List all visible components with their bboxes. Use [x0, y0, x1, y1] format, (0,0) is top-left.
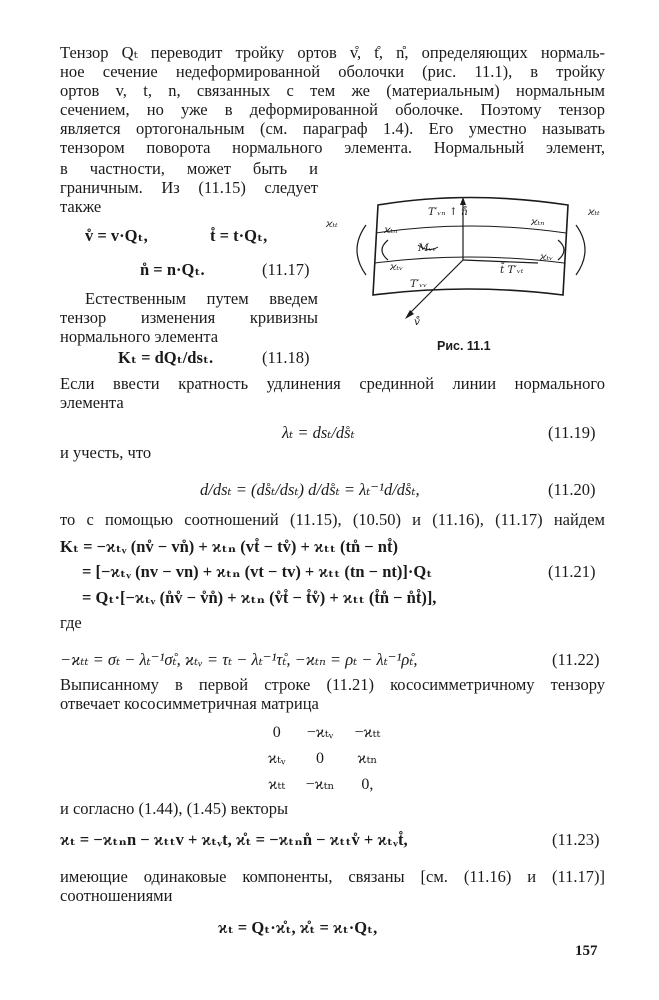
matrix-cell: −ϰₜₜ [354, 724, 381, 742]
equation-number: (11.22) [552, 650, 600, 669]
equation-11-22: −ϰₜₜ = σₜ − λₜ⁻¹σ̊ₜ, ϰₜᵥ = τₜ − λₜ⁻¹τ̊ₜ, −ϰₜₙ = ρₜ − λₜ⁻¹ρ̊ₜ, [60, 650, 418, 669]
matrix-cell: 0 [272, 724, 281, 742]
equation-number: (11.17) [262, 260, 310, 279]
t-axis [463, 260, 538, 263]
equation-11-21-line-2: = [−ϰₜᵥ (nv − vn) + ϰₜₙ (vt − tv) + ϰₜₜ (tn − nt)]·Qₜ [82, 562, 433, 581]
text-line: и согласно (1.44), (1.45) векторы [60, 799, 289, 818]
text-line: тензор изменения кривизны [60, 308, 318, 327]
figure-label: v̊ [414, 316, 420, 328]
rotation-arrow [576, 225, 585, 275]
figure-caption: Рис. 11.1 [437, 339, 491, 353]
text-line: тензором поворота нормального элемента. Нормальный элемент, [60, 138, 605, 157]
text-line: где [60, 613, 82, 632]
text-line: граничным. Из (11.15) следует [60, 178, 318, 197]
text-line: отвечает кососимметричная матрица [60, 694, 319, 713]
skew-symmetric-matrix [258, 720, 390, 798]
arrowhead [405, 310, 414, 319]
text-line: нормального элемента [60, 327, 219, 346]
matrix-cell: ϰₜᵥ [268, 750, 286, 768]
equation-11-23: ϰₜ = −ϰₜₙn − ϰₜₜv + ϰₜᵥt, ϰ̊ₜ = −ϰₜₙn̊ − ϰₜₜv̊ + ϰₜᵥt̊, [60, 830, 408, 849]
equation-number: (11.21) [548, 562, 596, 581]
matrix-cell: ϰₜₙ [357, 750, 378, 768]
text-line: Тензор Qₜ переводит тройку ортов v̊, t̊, n̊, определяющих нормаль- [60, 43, 605, 62]
equation-11-21-line-3: = Qₜ·[−ϰₜᵥ (n̊v̊ − v̊n̊) + ϰₜₙ (v̊t̊ − t̊v̊) + ϰₜₜ (t̊n̊ − n̊t̊)], [82, 588, 437, 607]
equation-number: (11.20) [548, 480, 596, 499]
text-line: также [60, 197, 102, 216]
matrix-cell: 0 [316, 750, 325, 768]
equation-final: ϰₜ = Qₜ·ϰ̊ₜ, ϰ̊ₜ = ϰₜ·Qₜ, [218, 918, 378, 937]
page-number: 157 [575, 943, 598, 959]
equation-number: (11.23) [552, 830, 600, 849]
text-line: Если ввести кратность удлинения срединной линии нормального [60, 374, 605, 393]
matrix-cell: ϰₜₜ [268, 776, 286, 794]
figure-label: T′ᵥᵥ [410, 278, 428, 290]
figure-label: ϰₜₙ [384, 224, 398, 236]
equation-11-18: Kₜ = dQₜ/dsₜ. [118, 348, 214, 367]
equation-11-19: λₜ = dsₜ/ds̊ₜ [282, 423, 355, 442]
shell-outline [373, 198, 568, 296]
matrix-cell: −ϰₜᵥ [306, 724, 334, 742]
equation-number: (11.19) [548, 423, 596, 442]
text-line: то с помощью соотношений (11.15), (10.50) и (11.16), (11.17) найдем [60, 510, 605, 529]
equation-number: (11.18) [262, 348, 310, 367]
rotation-arrow [558, 240, 564, 260]
text-line: Выписанному в первой строке (11.21) кососимметричному тензору [60, 675, 605, 694]
figure-label: ϰₜᵥ [540, 251, 554, 263]
matrix-cell: 0, [361, 776, 374, 794]
text-line: элемента [60, 393, 124, 412]
figure-label: T′ᵥₙ ↑ n̊ [428, 206, 468, 218]
figure-label: ϰₜᵥ [390, 261, 404, 273]
text-line: Естественным путем введем [85, 289, 318, 308]
text-line: в частности, может быть и [60, 159, 318, 178]
text-line: соотношениями [60, 886, 173, 905]
figure-label: ϰₜₜ [326, 218, 338, 230]
figure-label: t̊ T′ᵥₜ [500, 264, 524, 276]
text-line: является ортогональным (см. параграф 1.4). Его уместно называть [60, 119, 605, 138]
matrix-cell: −ϰₜₙ [305, 776, 335, 794]
rotation-arrow [382, 240, 388, 260]
equation-11-17: n̊ = n·Qₜ. [140, 260, 205, 279]
shell-element-figure [318, 195, 640, 335]
equation-11-16-b: t̊ = t·Qₜ, [210, 226, 268, 245]
text-line: и учесть, что [60, 443, 152, 462]
text-line: ортов v, t, n, связанных с тем же (материальным) нормальным [60, 81, 605, 100]
figure-label: Mᵥᵥ [418, 242, 437, 254]
equation-11-21-line-1: Kₜ = −ϰₜᵥ (nv̊ − vn̊) + ϰₜₙ (vt̊ − tv̊) + ϰₜₜ (tn̊ − nt̊) [60, 537, 398, 556]
figure-label: ϰₜₜ [588, 206, 600, 218]
figure-label: ϰₜₙ [531, 216, 545, 228]
rotation-arrow [357, 225, 366, 275]
text-line: имеющие одинаковые компоненты, связаны [см. (11.16) и (11.17)] [60, 867, 605, 886]
equation-11-20: d/dsₜ = (ds̊ₜ/dsₜ) d/ds̊ₜ = λₜ⁻¹d/ds̊ₜ, [200, 480, 420, 499]
text-line: ное сечение недеформированной оболочки (рис. 11.1), в тройку [60, 62, 605, 81]
equation-11-16-a: v̊ = v·Qₜ, [85, 226, 148, 245]
text-line: сечением, но уже в деформированной оболочке. Поэтому тензор [60, 100, 605, 119]
